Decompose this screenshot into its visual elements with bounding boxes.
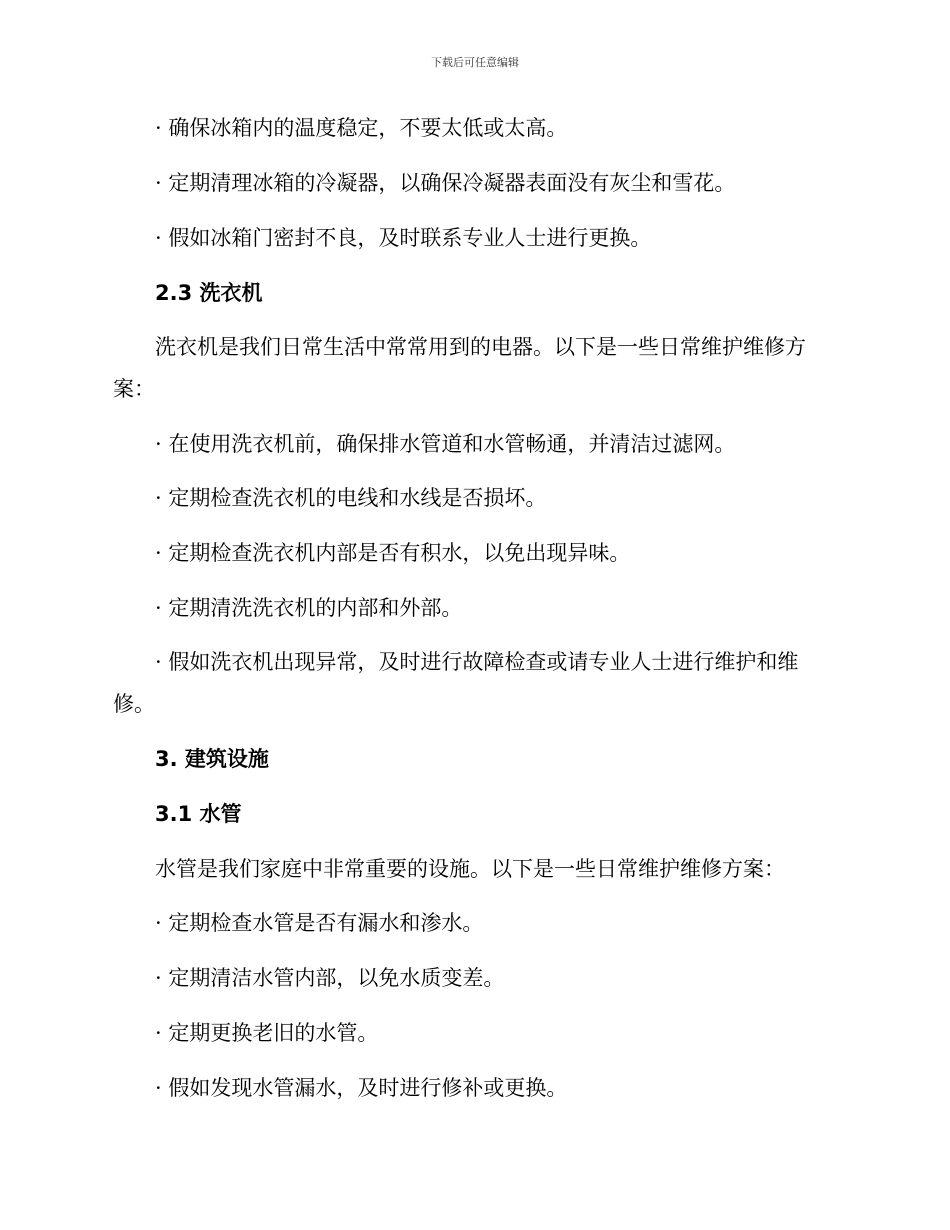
subsection-heading: 3.1 水管 (155, 802, 242, 826)
paragraph: · 确保冰箱内的温度稳定，不要太低或太高。 (155, 116, 568, 140)
page-header: 下载后可任意编辑 (431, 56, 519, 69)
paragraph: 水管是我们家庭中非常重要的设施。以下是一些日常维护维修方案： (155, 857, 785, 881)
paragraph: · 定期检查水管是否有漏水和渗水。 (155, 911, 484, 935)
paragraph: · 定期清理冰箱的冷凝器，以确保冷凝器表面没有灰尘和雪花。 (155, 171, 736, 195)
section-heading: 3. 建筑设施 (155, 747, 269, 771)
paragraph: 洗衣机是我们日常生活中常常用到的电器。以下是一些日常维护维修方案： (113, 335, 806, 401)
section-heading: 2.3 洗衣机 (155, 281, 263, 305)
paragraph: · 假如洗衣机出现异常，及时进行故障检查或请专业人士进行维护和维修。 (113, 650, 799, 716)
paragraph: · 定期检查洗衣机内部是否有积水，以免出现异味。 (155, 541, 631, 565)
paragraph: · 在使用洗衣机前，确保排水管道和水管畅通，并清洁过滤网。 (155, 432, 736, 456)
paragraph: · 定期清洁水管内部，以免水质变差。 (155, 966, 505, 990)
paragraph: · 定期清洗洗衣机的内部和外部。 (155, 596, 463, 620)
paragraph: · 定期更换老旧的水管。 (155, 1021, 379, 1045)
paragraph: · 假如发现水管漏水，及时进行修补或更换。 (155, 1076, 568, 1100)
paragraph: · 定期检查洗衣机的电线和水线是否损坏。 (155, 486, 547, 510)
paragraph: · 假如冰箱门密封不良，及时联系专业人士进行更换。 (155, 226, 652, 250)
